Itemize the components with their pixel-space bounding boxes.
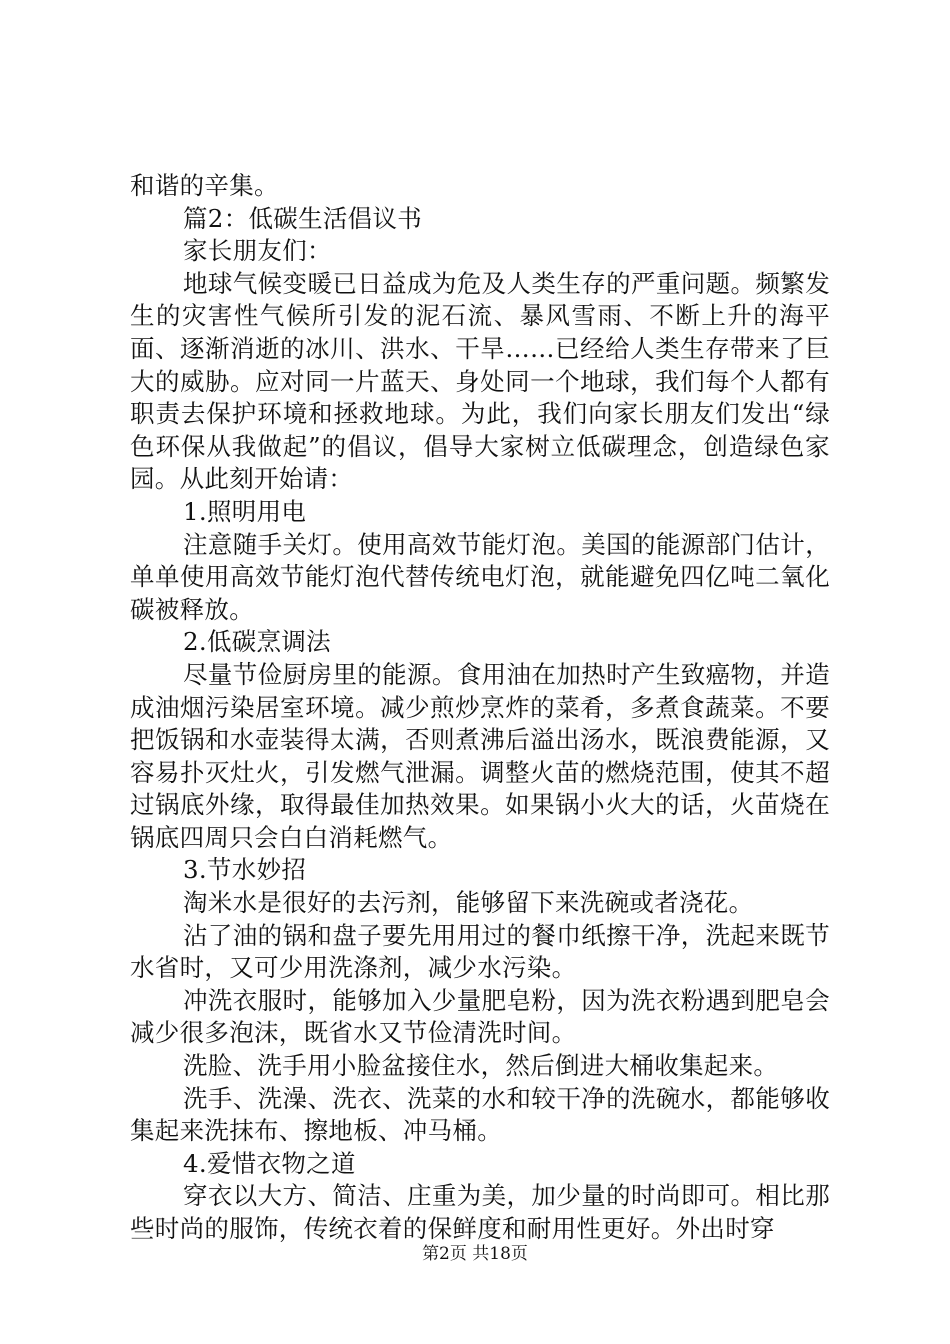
paragraph: 尽量节俭厨房里的能源。食用油在加热时产生致癌物，并造成油烟污染居室环境。减少煎炒烹炸的菜肴，多煮食蔬菜。不要把饭锅和水壶装得太满，否则煮沸后溢出汤水，既浪费能源，又容易扑灭灶火，引发燃气泄漏。调整火苗的燃烧范围，使其不超过锅底外缘，取得最佳加热效果。如果锅小火大的话，火苗烧在锅底四周只会白白消耗燃气。 (130, 659, 830, 852)
paragraph: 注意随手关灯。使用高效节能灯泡。美国的能源部门估计，单单使用高效节能灯泡代替传统电灯泡，就能避免四亿吨二氧化碳被释放。 (130, 529, 830, 624)
paragraph: 淘米水是很好的去污剂，能够留下来洗碗或者浇花。 (183, 888, 754, 918)
paragraph: 洗手、洗澡、洗衣、洗菜的水和较干净的洗碗水，都能够收集起来洗抹布、擦地板、冲马桶。 (130, 1083, 830, 1146)
page-number-label: 第2页 共18页 (422, 1244, 528, 1264)
paragraph: 冲洗衣服时，能够加入少量肥皂粉，因为洗衣粉遇到肥皂会减少很多泡沫，既省水又节俭清洗时间。 (130, 985, 830, 1048)
paragraph: 和谐的辛集。 (130, 171, 279, 200)
page-footer (0, 1244, 950, 1264)
subheading: 3.节水妙招 (183, 855, 307, 885)
salutation: 家长朋友们： (183, 236, 332, 266)
paragraph: 地球气候变暖已日益成为危及人类生存的严重问题。频繁发生的灾害性气候所引发的泥石流、暴风雪雨、不断上升的海平面、逐渐消逝的冰川、洪水、干旱……已经给人类生存带来了巨大的威胁。应对同一片蓝天、身处同一个地球，我们每个人都有职责去保护环境和拯救地球。为此，我们向家长朋友们发出“绿色环保从我做起”的倡议，倡导大家树立低碳理念，创造绿色家园。从此刻开始请： (130, 268, 831, 494)
subheading: 2.低碳烹调法 (183, 627, 331, 657)
subheading: 1.照明用电 (183, 496, 307, 526)
section-heading: 篇2：低碳生活倡议书 (183, 203, 423, 233)
subheading: 4.爱惜衣物之道 (183, 1148, 356, 1178)
document-body (130, 170, 830, 1246)
paragraph: 穿衣以大方、简洁、庄重为美，加少量的时尚即可。相比那些时尚的服饰，传统衣着的保鲜度和耐用性更好。外出时穿 (130, 1181, 830, 1243)
paragraph: 沾了油的锅和盘子要先用用过的餐巾纸擦干净，洗起来既节水省时，又可少用洗涤剂，减少水污染。 (130, 920, 830, 983)
paragraph: 洗脸、洗手用小脸盆接住水，然后倒进大桶收集起来。 (183, 1051, 779, 1081)
